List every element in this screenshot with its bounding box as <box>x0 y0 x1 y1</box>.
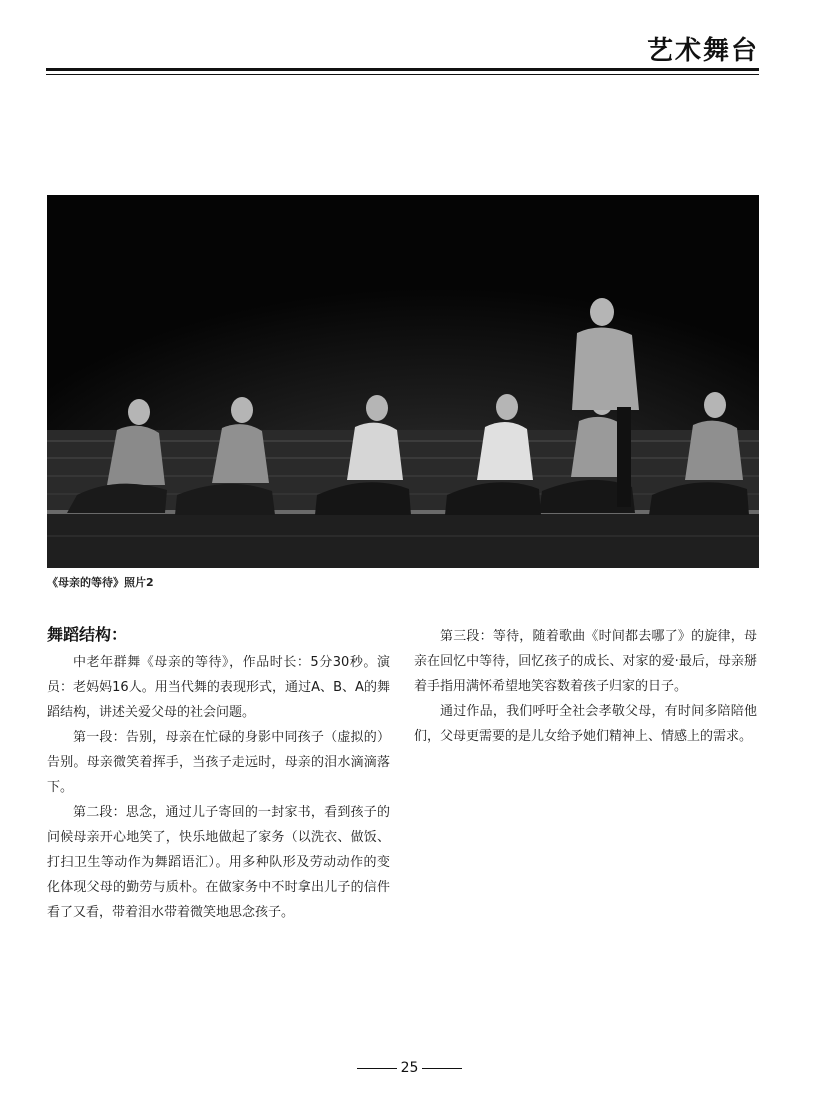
page-footer <box>0 1059 819 1077</box>
footer-rule-left <box>357 1068 397 1069</box>
header-rule-thick <box>46 68 759 71</box>
stage-photo-illustration <box>47 195 759 568</box>
article-heading: 舞蹈结构： <box>47 625 128 644</box>
paragraph-conclusion: 通过作品，我们呼吁全社会孝敬父母，有时间多陪陪他们，父母更需要的是儿女给予她们精神上、情感上的需求。 <box>414 704 757 744</box>
section-title: 艺术舞台 <box>646 36 759 66</box>
stage-photo <box>47 195 759 568</box>
paragraph-part-three: 第三段：等待，随着歌曲《时间都去哪了》的旋律，母亲在回忆中等待，回忆孩子的成长、对家的爱·最后，母亲掰着手指用满怀希望地笑容数着孩子归家的日子。 <box>414 629 757 694</box>
article-left-column <box>47 622 390 925</box>
header-rule-thin <box>46 74 759 75</box>
photo-caption: 《母亲的等待》照片2 <box>47 576 154 589</box>
paragraph-part-two: 第二段：思念，通过儿子寄回的一封家书，看到孩子的问候母亲开心地笑了，快乐地做起了家务（以洗衣、做饭、打扫卫生等动作为舞蹈语汇）。用多种队形及劳动动作的变化体现父母的勤劳与质朴。在做家务中不时拿出儿子的信件看了又看，带着泪水带着微笑地思念孩子。 <box>47 805 390 920</box>
paragraph-part-one: 第一段：告别，母亲在忙碌的身影中同孩子（虚拟的）告别。母亲微笑着挥手，当孩子走远时，母亲的泪水滴滴落下。 <box>47 730 390 795</box>
article-right-column <box>414 624 757 749</box>
footer-rule-right <box>422 1068 462 1069</box>
paragraph-intro: 中老年群舞《母亲的等待》，作品时长：5分30秒。演员：老妈妈16人。用当代舞的表现形式，通过A、B、A的舞蹈结构，讲述关爱父母的社会问题。 <box>47 655 390 720</box>
page-number: 25 <box>400 1060 419 1076</box>
